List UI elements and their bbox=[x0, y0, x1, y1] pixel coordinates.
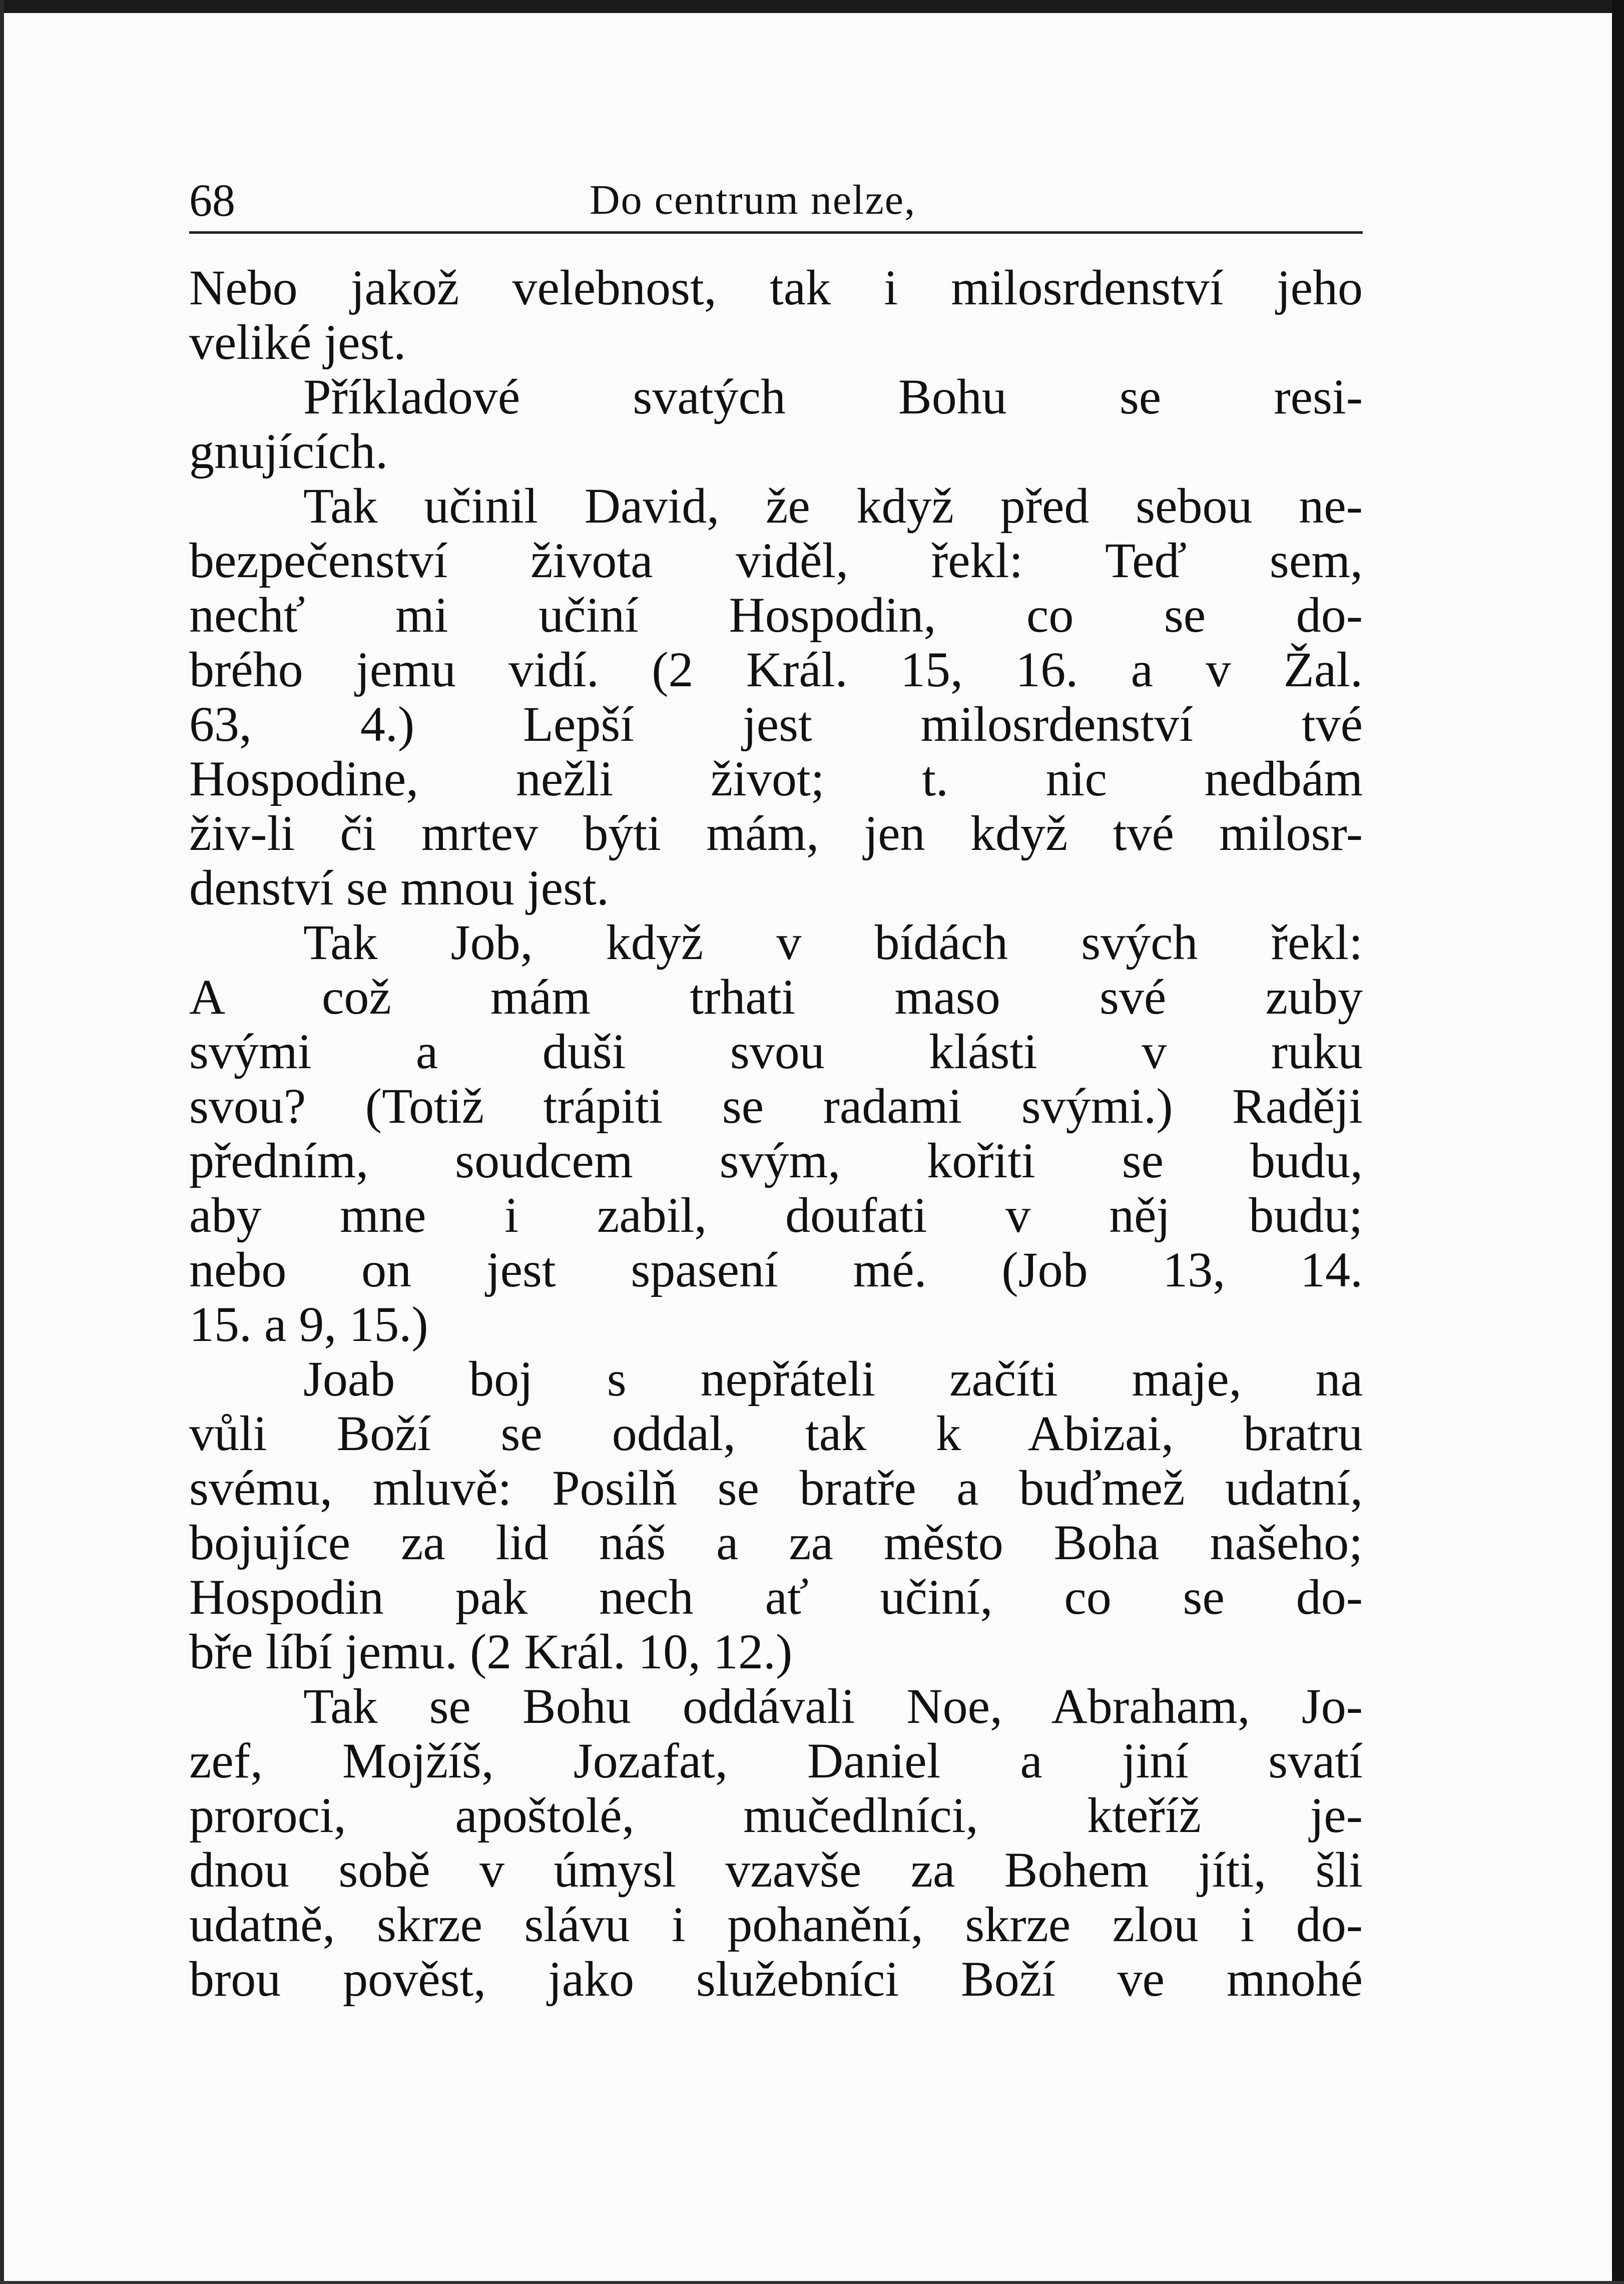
text-line: bezpečenství života viděl, řekl: Teď sem, bbox=[189, 533, 1363, 588]
text-line: živ-li či mrtev býti mám, jen když tvé milosr- bbox=[189, 805, 1363, 861]
text-line: předním, soudcem svým, kořiti se budu, bbox=[189, 1133, 1363, 1188]
text-line: 15. a 9, 15.) bbox=[189, 1296, 428, 1352]
header-rule bbox=[189, 231, 1363, 234]
text-line: Nebo jakož velebnost, tak i milosrdenství jeho bbox=[189, 260, 1363, 315]
text-line: Hospodin pak nech ať učiní, co se do- bbox=[189, 1569, 1363, 1625]
text-line: udatně, skrze slávu i pohanění, skrze zlou i do- bbox=[189, 1897, 1363, 1952]
text-line: zef, Mojžíš, Jozafat, Daniel a jiní svatí bbox=[189, 1733, 1363, 1788]
text-line: Příkladové svatých Bohu se resi- bbox=[303, 369, 1363, 424]
text-line: brou pověst, jako služebníci Boží ve mnohé bbox=[189, 1951, 1363, 2007]
text-line: Tak Job, když v bídách svých řekl: bbox=[303, 915, 1363, 970]
text-line: Hospodine, nežli život; t. nic nedbám bbox=[189, 751, 1363, 806]
body-text bbox=[189, 260, 1363, 2006]
text-line: svému, mluvě: Posilň se bratře a buďmež udatní, bbox=[189, 1460, 1363, 1516]
text-line: aby mne i zabil, doufati v něj budu; bbox=[189, 1187, 1363, 1243]
text-line: proroci, apoštolé, mučedlníci, kteříž je- bbox=[189, 1787, 1363, 1843]
text-line: Tak učinil David, že když před sebou ne- bbox=[303, 478, 1363, 534]
scan-border-top bbox=[0, 0, 1624, 13]
text-line: veliké jest. bbox=[189, 314, 406, 370]
text-line: nechť mi učiní Hospodin, co se do- bbox=[189, 587, 1363, 643]
text-line: Tak se Bohu oddávali Noe, Abraham, Jo- bbox=[303, 1678, 1363, 1734]
text-line: gnujících. bbox=[189, 423, 388, 479]
text-line: Joab boj s nepřáteli začíti maje, na bbox=[303, 1351, 1363, 1407]
text-line: 63, 4.) Lepší jest milosrdenství tvé bbox=[189, 696, 1363, 752]
page-number: 68 bbox=[189, 175, 235, 226]
text-line: svými a duši svou klásti v ruku bbox=[189, 1024, 1363, 1079]
text-line: dnou sobě v úmysl vzavše za Bohem jíti, šli bbox=[189, 1842, 1363, 1898]
text-line: nebo on jest spasení mé. (Job 13, 14. bbox=[189, 1242, 1363, 1297]
text-line: A což mám trhati maso své zuby bbox=[189, 969, 1363, 1025]
text-line: brého jemu vidí. (2 Král. 15, 16. a v Žal. bbox=[189, 642, 1363, 697]
scan-border-right bbox=[1612, 0, 1624, 2284]
text-line: bojujíce za lid náš a za město Boha našeho; bbox=[189, 1515, 1363, 1570]
scan-border-bottom bbox=[0, 2281, 1624, 2284]
text-line: vůli Boží se oddal, tak k Abizai, bratru bbox=[189, 1406, 1363, 1461]
page-header bbox=[189, 170, 1363, 230]
scan-border-left bbox=[0, 0, 4, 2284]
text-line: bře líbí jemu. (2 Král. 10, 12.) bbox=[189, 1624, 793, 1679]
text-line: svou? (Totiž trápiti se radami svými.) Raději bbox=[189, 1078, 1363, 1134]
text-line: denství se mnou jest. bbox=[189, 860, 609, 916]
running-title: Do centrum nelze, bbox=[590, 177, 916, 223]
